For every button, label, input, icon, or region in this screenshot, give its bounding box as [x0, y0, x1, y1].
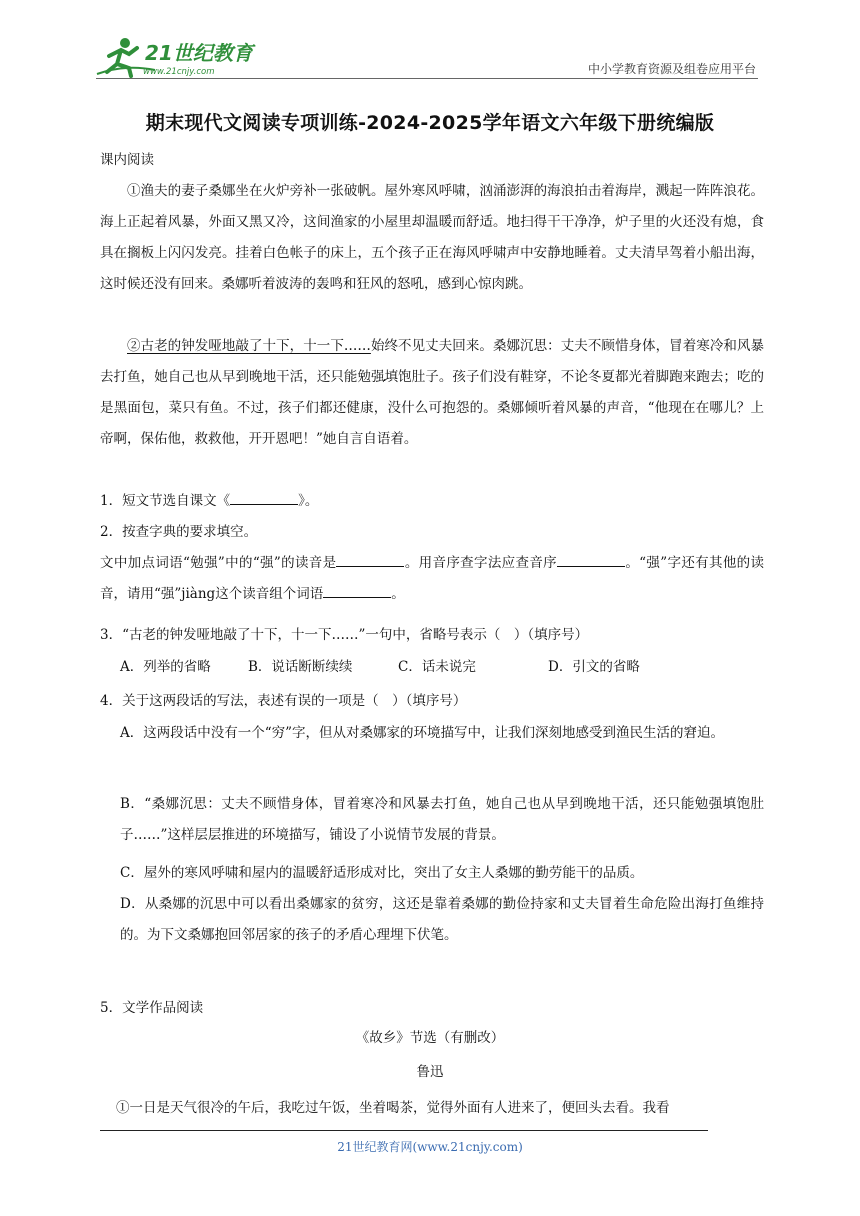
footer-divider — [100, 1130, 708, 1131]
option-a[interactable]: A．列举的省略 — [120, 659, 211, 675]
excerpt-title: 《故乡》节选（有删改） — [355, 1030, 505, 1046]
answer-blank[interactable] — [230, 490, 298, 505]
section-literature-heading: 5．文学作品阅读 — [100, 1000, 204, 1016]
question-3: 3．“古老的钟发哑地敲了十下，十一下……”一句中，省略号表示（ ）（填序号） — [100, 627, 589, 643]
excerpt-paragraph-1: ①一日是天气很冷的午后，我吃过午饭，坐着喝茶，觉得外面有人进来了，便回头去看。我看 — [116, 1100, 670, 1116]
answer-blank[interactable] — [336, 552, 404, 567]
question-4-option-b[interactable]: B．“桑娜沉思：丈夫不顾惜身体，冒着寒冷和风暴去打鱼，她自己也从早到晚地干活，还只能勉强填饱肚子……”这样层层推进的环境描写，铺设了小说情节发展的背景。 — [120, 796, 764, 843]
excerpt-author: 鲁迅 — [416, 1064, 444, 1080]
section-reading-heading: 课内阅读 — [100, 152, 154, 168]
passage-paragraph-2-text-a: 始终不见丈夫回来。桑娜沉思：丈夫不顾惜身体，冒着寒冷和风暴去打鱼，她自己也从早到晚地干活，还只能 — [100, 338, 765, 385]
dotted-word: 勉强 — [357, 369, 385, 385]
question-4-option-d[interactable]: D．从桑娜的沉思中可以看出桑娜家的贫穷，这还是靠着桑娜的勤俭持家和丈夫冒着生命危险出海打鱼维持的。为下文桑娜抱回邻居家的孩子的矛盾心理埋下伏笔。 — [120, 896, 764, 943]
answer-blank[interactable] — [557, 552, 625, 567]
option-d[interactable]: D．引文的省略 — [548, 659, 640, 675]
passage-paragraph-1: ①渔夫的妻子桑娜坐在火炉旁补一张破帆。屋外寒风呼啸，汹涌澎湃的海浪拍击着海岸，溅起一阵阵浪花。海上正起着风暴，外面又黑又冷，这间渔家的小屋里却温暖而舒适。地扫得干干净净，炉子里的火还没有熄，食具在搁板上闪闪发亮。挂着白色帐子的床上，五个孩子正在海风呼啸声中安静地睡着。丈夫清早驾着小船出海，这时候还没有回来。桑娜听着波涛的轰鸣和狂风的怒吼，感到心惊肉跳。 — [100, 183, 764, 292]
page-title: 期末现代文阅读专项训练-2024-2025学年语文六年级下册统编版 — [145, 112, 715, 134]
passage-paragraph-2 — [100, 331, 764, 455]
question-4-option-c[interactable]: C．屋外的寒风呼啸和屋内的温暖舒适形成对比，突出了女主人桑娜的勤劳能干的品质。 — [120, 865, 644, 881]
question-2-body: 文中加点词语“勉强”中的“强”的读音是 。用音序查字法应查音序 。“强”字还有其他的读音，请用“强”jiàng这个读音组个词语 。 — [100, 548, 764, 610]
site-logo — [95, 34, 265, 80]
question-2-heading: 2．按查字典的要求填空。 — [100, 524, 258, 540]
question-4: 4．关于这两段话的写法，表述有误的一项是（ ）（填序号） — [100, 693, 467, 709]
answer-blank[interactable] — [323, 583, 391, 598]
logo-text: 21世纪教育 — [145, 41, 253, 65]
header-divider — [96, 78, 758, 79]
footer-link[interactable]: 21世纪教育网(www.21cnjy.com) — [337, 1140, 523, 1154]
passage-paragraph-2-text-b: 填饱肚子。孩子们没有鞋穿，不论冬夏都光着脚跑来跑去；吃的是黑面包，菜只有鱼。不过，孩子们都还健康，没什么可抱怨的。桑娜倾听着风暴的声音，“他现在在哪儿？上帝啊，保佑他，救救他，开开恩吧！”她自言自语着。 — [100, 369, 765, 447]
question-1: 1．短文节选自课文《 》。 — [100, 486, 764, 517]
option-c[interactable]: C．话未说完 — [398, 659, 476, 675]
header-platform-label: 中小学教育资源及组卷应用平台 — [587, 62, 756, 76]
option-b[interactable]: B．说话断断续续 — [248, 659, 353, 675]
logo-url: www.21cnjy.com — [143, 67, 215, 77]
underlined-sentence: ②古老的钟发哑地敲了十下，十一下…… — [127, 338, 371, 354]
question-4-option-a[interactable]: A．这两段话中没有一个“穷”字，但从对桑娜家的环境描写中，让我们深刻地感受到渔民生活的窘迫。 — [120, 725, 725, 741]
